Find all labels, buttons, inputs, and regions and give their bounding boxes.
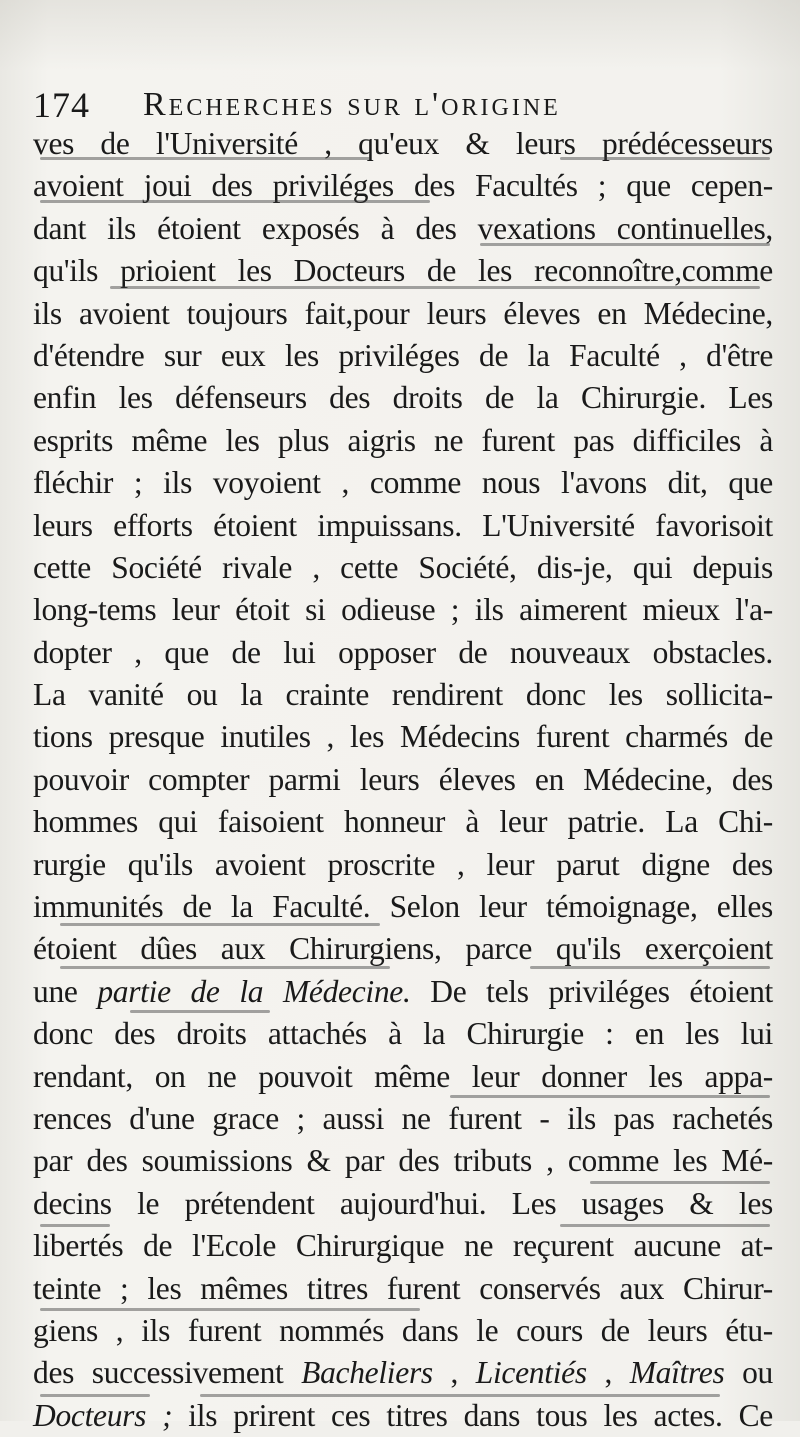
underline-mark	[40, 1308, 420, 1311]
text-line: qu'ils prioient les Docteurs de les reconnoître,comme	[33, 253, 773, 289]
line-segment: ,	[432, 1355, 476, 1391]
text-line: étoient dûes aux Chirurgiens, parce qu'ils exerçoient	[33, 931, 773, 967]
text-line: avoient joui des priviléges des Facultés ; que cepen-	[33, 168, 773, 204]
text-line: dant ils étoient exposés à des vexations continuelles,	[33, 210, 773, 246]
underline-mark	[530, 966, 770, 969]
text-line-titles	[33, 1352, 773, 1394]
line-segment: des successivement	[33, 1355, 302, 1391]
underline-mark	[110, 286, 760, 289]
text-line-final	[33, 1395, 773, 1437]
underline-mark	[40, 157, 370, 160]
text-line: rendant, on ne pouvoit même leur donner les appa-	[33, 1058, 773, 1094]
title-licenties: Licentiés	[475, 1355, 587, 1391]
line-segment: ,	[586, 1355, 630, 1391]
text-line: long-tems leur étoit si odieuse ; ils aimerent mieux l'a-	[33, 592, 773, 628]
line-segment: ils prirent ces titres dans tous les actes. Ce	[172, 1397, 773, 1433]
text-line: rurgie qu'ils avoient proscrite , leur parut digne des	[33, 846, 773, 882]
underline-mark	[130, 1010, 270, 1013]
text-line: esprits même les plus aigris ne furent pas difficiles à	[33, 422, 773, 458]
text-line: decins le prétendent aujourd'hui. Les usages & les	[33, 1185, 773, 1221]
text-line: cette Société rivale , cette Société, dis-je, qui depuis	[33, 549, 773, 585]
text-line: immunités de la Faculté. Selon leur témoignage, elles	[33, 889, 773, 925]
underline-mark	[40, 1224, 110, 1227]
page-number: 174	[33, 85, 90, 125]
underline-mark	[450, 1095, 770, 1098]
underline-mark	[200, 1394, 720, 1397]
text-line: tions presque inutiles , les Médecins furent charmés de	[33, 719, 773, 755]
text-line: ves de l'Université , qu'eux & leurs prédécesseurs	[33, 126, 773, 161]
text-line: pouvoir compter parmi leurs éleves en Médecine, des	[33, 761, 773, 797]
text-line: d'étendre sur eux les priviléges de la Faculté , d'être	[33, 337, 773, 373]
underline-mark	[590, 1181, 770, 1184]
underline-mark	[40, 200, 430, 203]
text-line: libertés de l'Ecole Chirurgique ne reçurent aucune at-	[33, 1228, 773, 1264]
line-segment: ou	[724, 1355, 773, 1391]
text-line: dopter , que de lui opposer de nouveaux obstacles.	[33, 634, 773, 670]
text-line: hommes qui faisoient honneur à leur patrie. La Chi-	[33, 804, 773, 840]
underline-mark	[60, 923, 380, 926]
running-head: Recherches sur l'origine	[143, 86, 561, 123]
line-segment: De tels priviléges étoient	[410, 973, 774, 1009]
text-line: ils avoient toujours fait,pour leurs éleves en Médecine,	[33, 295, 773, 331]
text-line-with-italic	[33, 971, 773, 1013]
text-line: rences d'une grace ; aussi ne furent - ils pas rachetés	[33, 1100, 773, 1136]
underline-mark	[560, 157, 770, 160]
page-header	[33, 82, 773, 128]
title-maitres: Maîtres	[629, 1355, 725, 1391]
underline-mark	[60, 966, 390, 969]
text-line: teinte ; les mêmes titres furent conservés aux Chirur-	[33, 1270, 773, 1306]
text-line: par des soumissions & par des tributs , comme les Mé-	[33, 1143, 773, 1179]
text-line: enfin les défenseurs des droits de la Chirurgie. Les	[33, 380, 773, 416]
underline-mark	[40, 1394, 150, 1397]
text-line: giens , ils furent nommés dans le cours de leurs étu-	[33, 1312, 773, 1348]
italic-phrase: partie de la Médecine.	[97, 973, 411, 1009]
underline-mark	[480, 243, 770, 246]
underline-mark	[560, 1224, 770, 1227]
text-line: fléchir ; ils voyoient , comme nous l'avons dit, que	[33, 465, 773, 501]
text-line: donc des droits attachés à la Chirurgie : en les lui	[33, 1016, 773, 1052]
body-text	[33, 123, 773, 1437]
title-bacheliers: Bacheliers	[301, 1355, 433, 1391]
title-docteurs: Docteurs ;	[33, 1397, 173, 1433]
line-segment: une	[33, 973, 98, 1009]
text-line: leurs efforts étoient impuissans. L'Université favorisoit	[33, 507, 773, 543]
text-line: La vanité ou la crainte rendirent donc les sollicita-	[33, 677, 773, 713]
